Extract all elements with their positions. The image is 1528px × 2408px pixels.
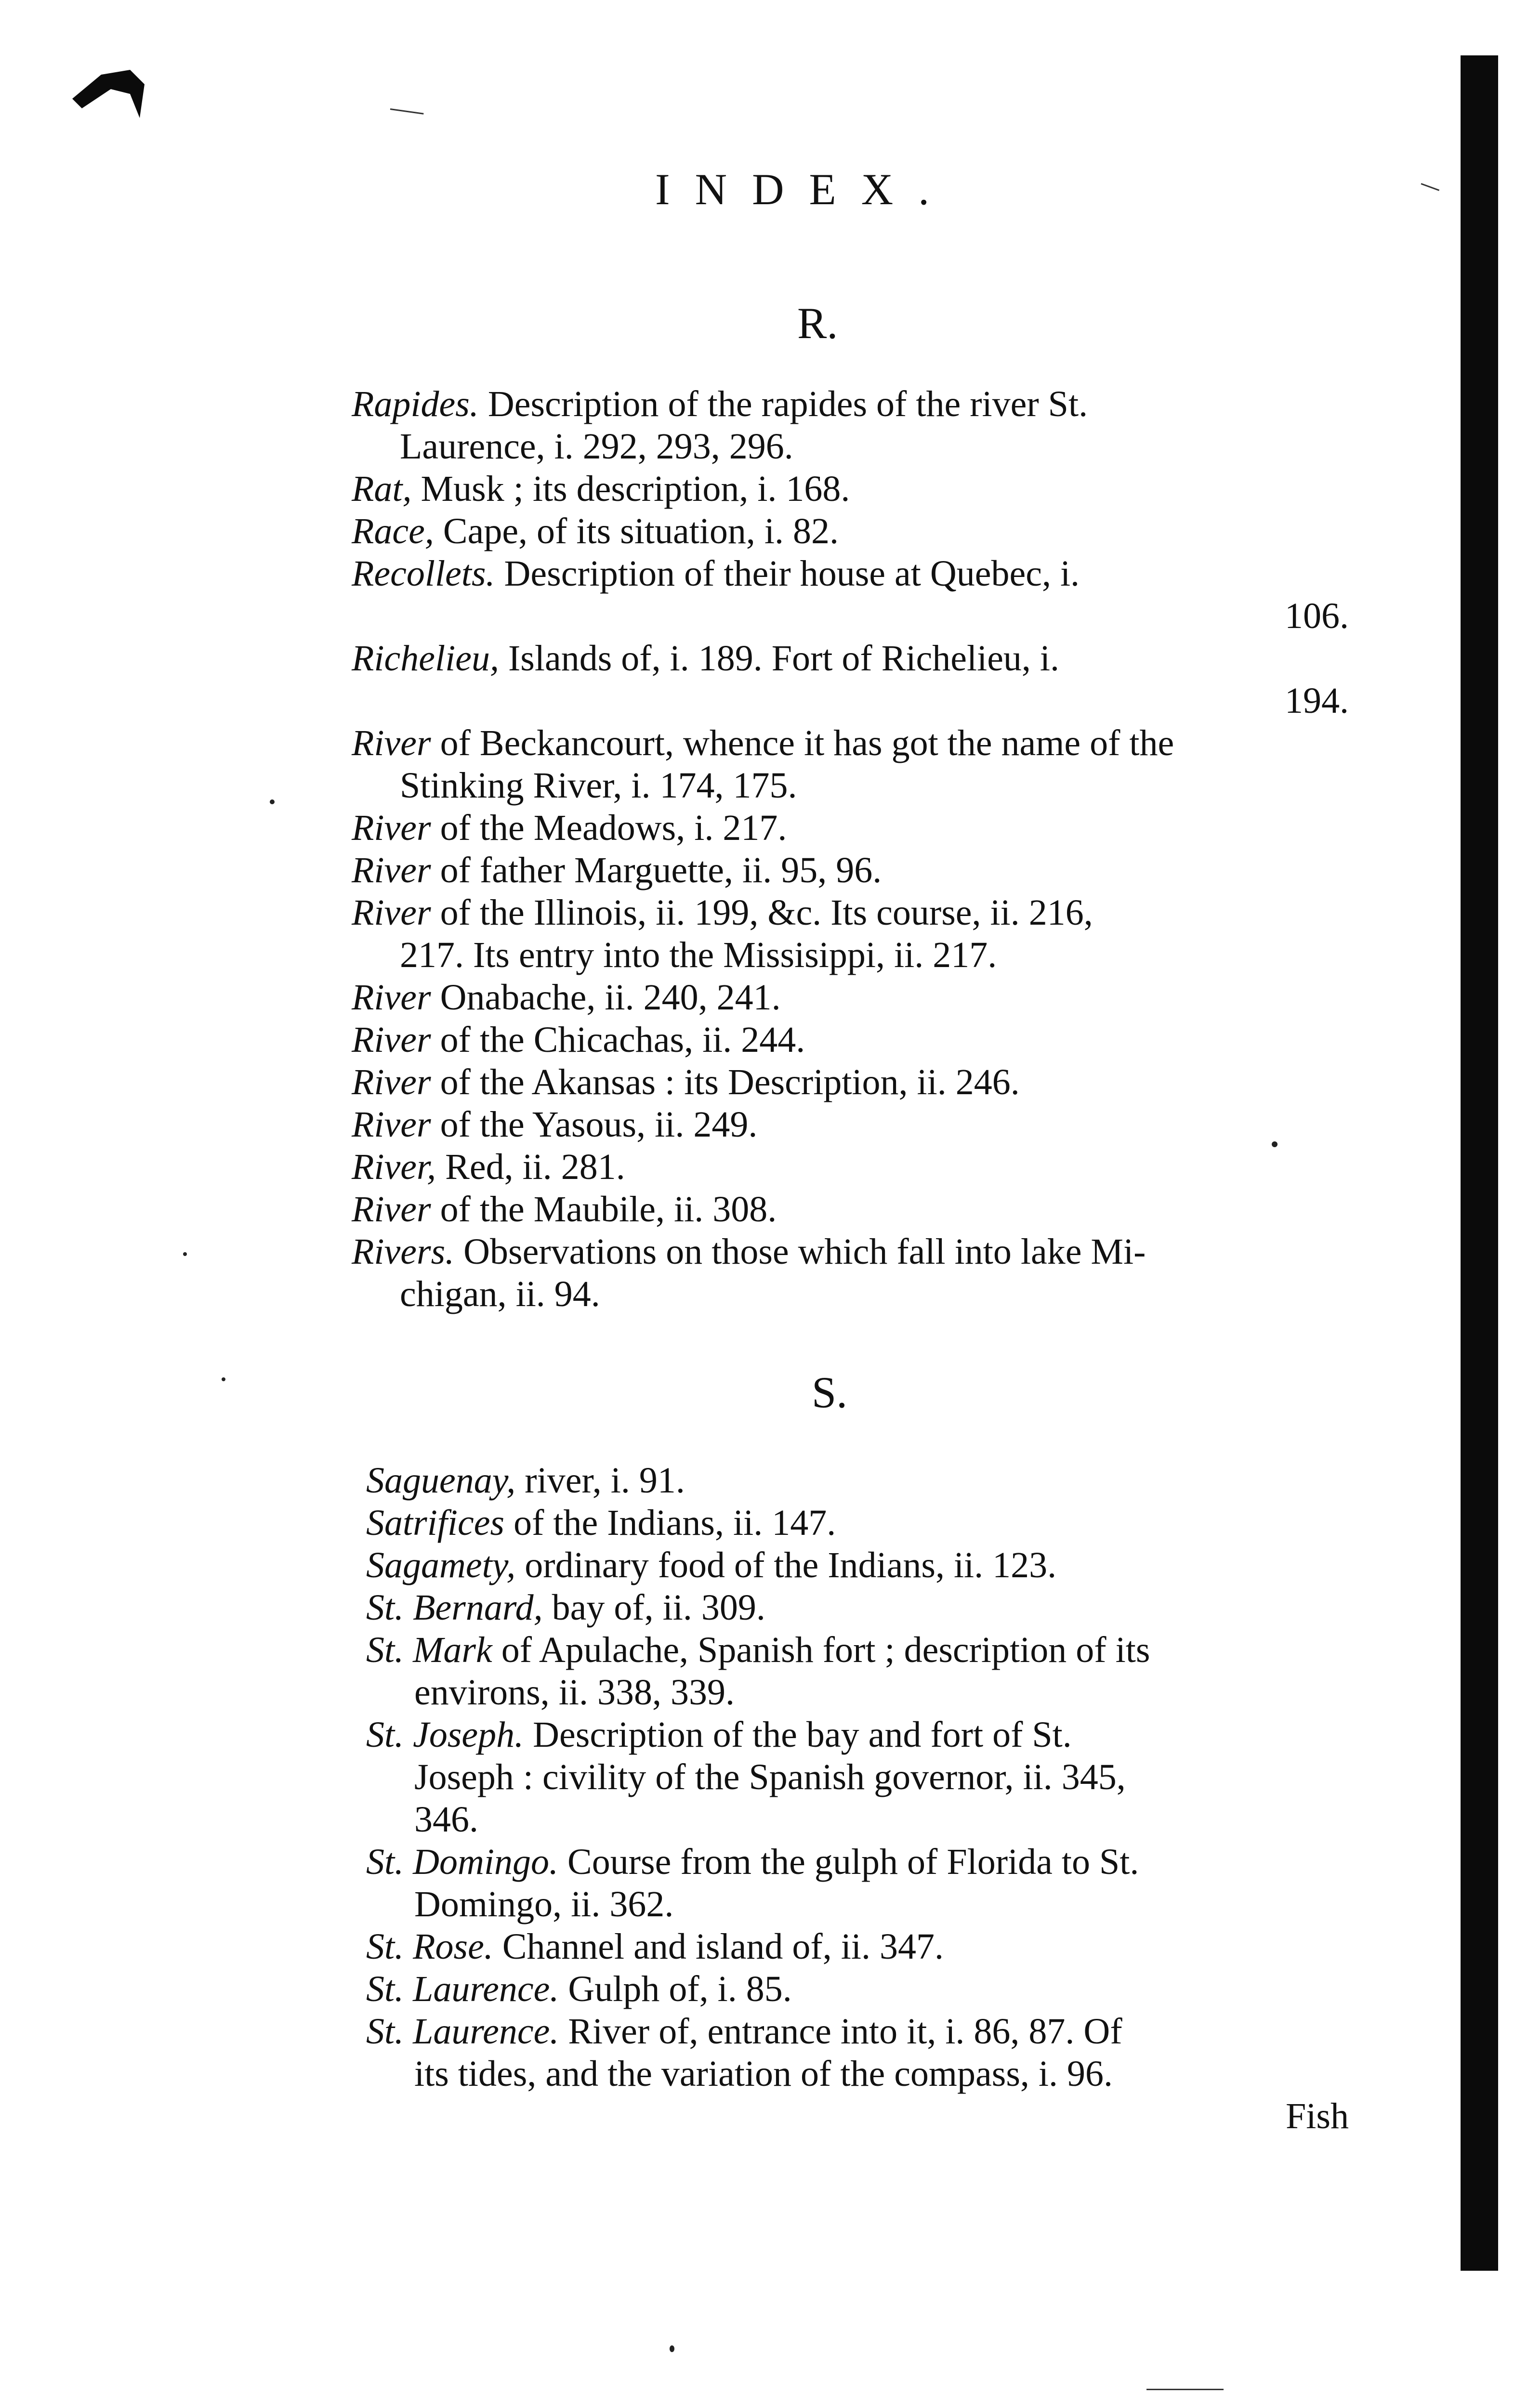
scan-speck [670, 2345, 674, 2352]
scan-scratch [390, 108, 424, 115]
entry-text: of the Maubile, ii. 308. [431, 1189, 777, 1230]
entry-key: Sagamety, [366, 1545, 516, 1585]
index-entry [366, 1544, 1056, 1586]
index-entry [366, 1586, 765, 1629]
entry-text: of father Marguette, ii. 95, 96. [431, 850, 882, 890]
index-entry [352, 807, 787, 849]
index-entry [352, 1146, 625, 1188]
entry-key: St. Domingo. [366, 1842, 558, 1882]
entry-key: River [352, 977, 431, 1018]
index-entry [352, 1188, 777, 1230]
scan-speck [1272, 1141, 1278, 1147]
entry-key: River [352, 1189, 431, 1230]
entry-text: Red, ii. 281. [436, 1147, 625, 1187]
index-entry [366, 1459, 685, 1502]
scan-speck [270, 799, 275, 804]
index-entry [352, 510, 839, 552]
index-entry [366, 1714, 1072, 1756]
entry-text: of Beckancourt, whence it has got the name of the [431, 723, 1174, 763]
entry-text: of the Indians, ii. 147. [504, 1503, 836, 1543]
entry-key: Recollets. [352, 553, 495, 594]
entry-key: River [352, 850, 431, 890]
index-entry [352, 383, 1088, 425]
index-entry [352, 891, 1093, 934]
entry-text: Channel and island of, ii. 347. [493, 1926, 944, 1967]
entry-key: St. Mark [366, 1630, 492, 1670]
entry-continuation: 217. Its entry into the Missisippi, ii. 217. [400, 935, 997, 975]
entry-continuation: environs, ii. 338, 339. [414, 1672, 735, 1713]
index-entry [366, 2010, 1122, 2053]
section-letter-s: S. [812, 1368, 848, 1417]
entry-key: River [352, 723, 431, 763]
entry-text: Description of the bay and fort of St. [524, 1714, 1072, 1755]
corner-ink-mark [72, 65, 145, 118]
index-entry [352, 1019, 805, 1061]
section-letter-r: R. [797, 299, 838, 348]
entry-continuation: its tides, and the variation of the compass, i. 96. [414, 2054, 1113, 2094]
entry-text: of Apulache, Spanish fort ; description of its [492, 1630, 1150, 1670]
entry-key: Rapides. [352, 384, 479, 424]
scan-scratch [1146, 2389, 1224, 2390]
index-entry [352, 552, 1080, 595]
entry-continuation: 346. [414, 1799, 478, 1840]
entry-text: River of, entrance into it, i. 86, 87. Of [559, 2011, 1122, 2052]
entry-continuation: Laurence, i. 292, 293, 296. [400, 426, 793, 467]
entry-text: of the Meadows, i. 217. [431, 808, 787, 848]
entry-continuation: 194. [1285, 681, 1349, 721]
index-header: INDEX. [655, 165, 955, 214]
entry-key: Rivers. [352, 1231, 455, 1272]
entry-text: Islands of, i. 189. Fort of Richelieu, i. [499, 638, 1060, 679]
entry-key: St. Joseph. [366, 1714, 524, 1755]
entry-text: of the Chicachas, ii. 244. [431, 1020, 805, 1060]
entry-key: River [352, 1020, 431, 1060]
entry-key: River [352, 808, 431, 848]
entry-continuation: Joseph : civility of the Spanish governor, ii. 345, [414, 1757, 1126, 1797]
entry-text: of the Yasous, ii. 249. [431, 1104, 758, 1145]
entry-continuation: Domingo, ii. 362. [414, 1884, 674, 1924]
entry-key: River [352, 1104, 431, 1145]
entry-continuation: chigan, ii. 94. [400, 1274, 600, 1314]
catchword: Fish [1286, 2096, 1349, 2136]
entry-text: Description of the rapides of the river St. [478, 384, 1088, 424]
index-entry [366, 1502, 836, 1544]
index-entry [352, 1103, 757, 1146]
entry-key: St. Laurence. [366, 1969, 559, 2009]
index-entry [352, 637, 1059, 680]
entry-text: of the Akansas : its Description, ii. 246. [431, 1062, 1020, 1102]
entry-text: Cape, of its situation, i. 82. [434, 511, 839, 551]
entry-text: river, i. 91. [515, 1460, 685, 1501]
entry-text: Observations on those which fall into lake Mi- [454, 1231, 1146, 1272]
entry-key: St. Rose. [366, 1926, 493, 1967]
entry-continuation: 106. [1285, 596, 1349, 636]
entry-text: bay of, ii. 309. [542, 1587, 765, 1628]
index-entry [352, 976, 781, 1019]
index-entry [366, 1841, 1139, 1883]
entry-key: Saguenay, [366, 1460, 516, 1501]
entry-key: Satrifices [366, 1503, 505, 1543]
entry-key: River, [352, 1147, 436, 1187]
entry-text: ordinary food of the Indians, ii. 123. [515, 1545, 1057, 1585]
entry-key: Rat, [352, 469, 412, 509]
scan-speck [222, 1377, 225, 1381]
entry-key: Richelieu, [352, 638, 499, 679]
scan-scratch [1421, 183, 1439, 191]
index-entry [352, 1230, 1146, 1273]
scan-speck [183, 1252, 187, 1256]
entry-text: Onabache, ii. 240, 241. [431, 977, 781, 1018]
entry-key: River [352, 1062, 431, 1102]
index-entry [352, 849, 882, 891]
entry-text: Description of their house at Quebec, i. [495, 553, 1080, 594]
entry-key: St. Bernard, [366, 1587, 543, 1628]
index-entry [366, 1968, 792, 2010]
entry-continuation: Stinking River, i. 174, 175. [400, 765, 797, 806]
entry-text: Gulph of, i. 85. [559, 1969, 792, 2009]
index-entry [352, 468, 850, 510]
index-entry [366, 1925, 944, 1968]
page-edge-shadow [1461, 55, 1498, 2271]
entry-text: of the Illinois, ii. 199, &c. Its course, ii. 216, [431, 892, 1093, 933]
entry-key: St. Laurence. [366, 2011, 559, 2052]
index-entry [366, 1629, 1150, 1671]
entry-key: Race, [352, 511, 434, 551]
index-entry [352, 1061, 1020, 1103]
index-entry [352, 722, 1174, 764]
entry-text: Course from the gulph of Florida to St. [558, 1842, 1139, 1882]
entry-text: Musk ; its description, i. 168. [411, 469, 850, 509]
entry-key: River [352, 892, 431, 933]
